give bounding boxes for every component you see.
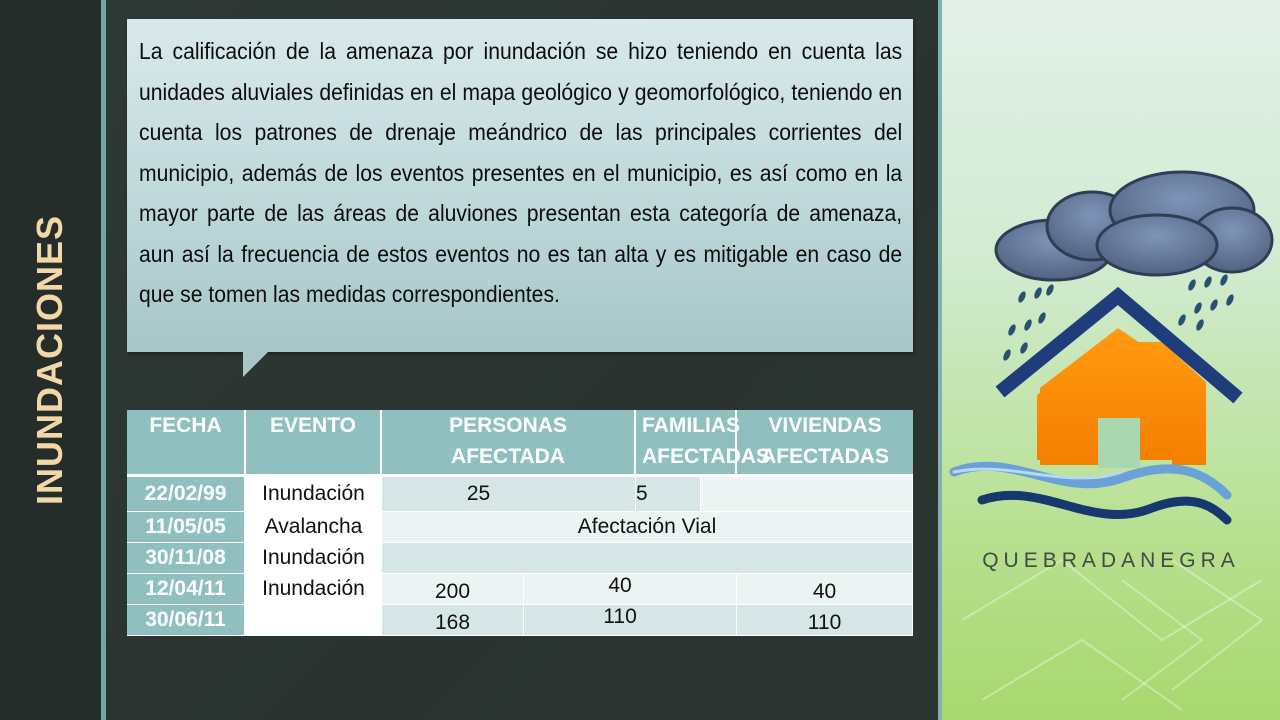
cell-familias: 5 — [636, 477, 701, 512]
header-evento: EVENTO — [246, 410, 382, 477]
cell-personas: 168 — [382, 605, 524, 636]
logo-panel — [942, 0, 1280, 720]
description-text: La calificación de la amenaza por inundación se hizo teniendo en cuenta las unidades aluviales definidas en el mapa geológico y geomorfológico, teniendo en cuenta los patrones de drenaje meándrico de las principales corrientes del municipio, además de los eventos presentes en el municipio, es así como en la mayor parte de las áreas de aluviones presentan esta categoría de amenaza, aun así la frecuencia de estos eventos no es tan alta y es mitigable en caso de que se tomen las medidas correspondientes. — [139, 38, 903, 307]
cell-note — [382, 543, 913, 574]
events-table — [127, 410, 913, 636]
table-row — [127, 605, 913, 636]
cell-fecha: 12/04/11 — [127, 574, 246, 605]
header-familias: FAMILIAS AFECTADAS — [636, 410, 737, 477]
cloud-house-waves-icon — [942, 160, 1280, 540]
cell-personas: 200 — [382, 574, 524, 605]
description-box — [127, 19, 913, 352]
header-personas: PERSONAS AFECTADA — [382, 410, 636, 477]
cell-fecha: 22/02/99 — [127, 477, 246, 512]
table-row — [127, 543, 913, 574]
cell-evento: Inundación — [246, 574, 382, 605]
cell-evento: Avalancha — [246, 512, 382, 543]
callout-pointer — [243, 352, 268, 377]
cell-fecha: 30/11/08 — [127, 543, 246, 574]
cell-evento: Inundación — [246, 543, 382, 574]
cell-familias: 40 — [524, 574, 737, 605]
cell-viviendas — [701, 477, 913, 512]
table-row — [127, 574, 913, 605]
header-viviendas: VIVIENDAS AFECTADAS — [737, 410, 913, 477]
section-title: INUNDACIONES — [29, 214, 70, 506]
cell-personas: 25 — [382, 477, 636, 512]
table-header-row — [127, 410, 913, 477]
cell-fecha: 11/05/05 — [127, 512, 246, 543]
cell-viviendas: 40 — [737, 574, 913, 605]
cell-evento — [246, 605, 382, 636]
cell-note: Afectación Vial — [382, 512, 913, 543]
cell-fecha: 30/06/11 — [127, 605, 246, 636]
header-fecha: FECHA — [127, 410, 246, 477]
table-row — [127, 512, 913, 543]
brand-name: QUEBRADANEGRA — [982, 549, 1240, 572]
cell-evento: Inundación — [246, 477, 382, 512]
cell-familias: 110 — [524, 605, 737, 636]
table-row — [127, 477, 913, 512]
cell-viviendas: 110 — [737, 605, 913, 636]
